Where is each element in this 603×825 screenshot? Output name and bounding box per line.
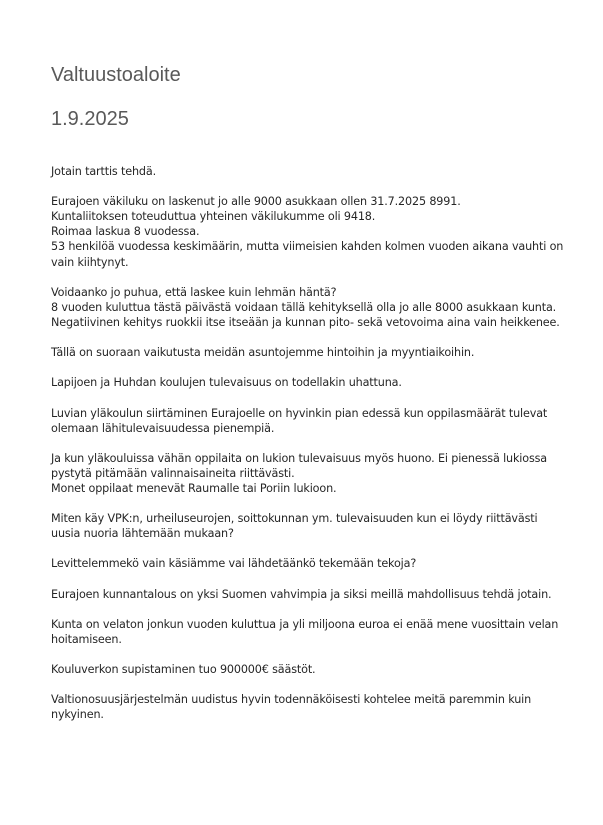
- paragraph: [51, 375, 571, 390]
- text-line: Roimaa laskua 8 vuodessa.: [51, 225, 200, 239]
- text-line: Jotain tarttis tehdä.: [51, 165, 156, 178]
- text-line: Luvian yläkoulun siirtäminen Eurajoelle on hyvinkin pian edessä kun oppilasmäärät tulevat: [51, 406, 548, 420]
- text-line: Kuntaliitoksen toteuduttua yhteinen väkilukumme oli 9418.: [51, 210, 376, 224]
- document-date: 1.9.2025: [51, 108, 129, 130]
- text-line: Valtionosuusjärjestelmän uudistus hyvin todennäköisesti kohtelee meitä paremmin kuin: [51, 693, 532, 707]
- text-line: Tällä on suoraan vaikutusta meidän asuntojemme hintoihin ja myyntiaikoihin.: [51, 346, 475, 360]
- text-line: Voidaanko jo puhua, että laskee kuin lehmän häntä?: [51, 285, 337, 299]
- text-line: pystytä pitämään valinnaisaineita riittävästi.: [51, 466, 295, 480]
- paragraph: [51, 164, 571, 179]
- paragraph: [51, 662, 571, 677]
- text-line: olemaan lähitulevaisuudessa pienempiä.: [51, 421, 275, 435]
- text-line: 8 vuoden kuluttua tästä päivästä voidaan tällä kehityksellä olla jo alle 8000 asukkaan kunta.: [51, 300, 557, 314]
- paragraph: [51, 406, 571, 436]
- document-body: [51, 164, 571, 738]
- text-line: Kouluverkon supistaminen tuo 900000€ säästöt.: [51, 663, 316, 677]
- text-line: Kunta on velaton jonkun vuoden kuluttua ja yli miljoona euroa ei enää mene vuosittain velan: [51, 617, 559, 631]
- text-line: Negatiivinen kehitys ruokkii itse itseään ja kunnan pito- sekä vetovoima aina vain heikkenee.: [51, 315, 560, 329]
- text-line: Lapijoen ja Huhdan koulujen tulevaisuus on todellakin uhattuna.: [51, 376, 402, 390]
- text-line: Ja kun yläkouluissa vähän oppilaita on lukion tulevaisuus myös huono. Ei pienessä lukiossa: [51, 451, 548, 465]
- text-line: Miten käy VPK:n, urheiluseurojen, soittokunnan ym. tulevaisuuden kun ei löydy riittävästi: [51, 512, 538, 526]
- text-line: Levittelemmekö vain käsiämme vai lähdetäänkö tekemään tekoja?: [51, 557, 417, 571]
- text-line: uusia nuoria lähtemään mukaan?: [51, 527, 234, 541]
- text-line: nykyinen.: [51, 708, 104, 722]
- text-line: Eurajoen kunnantalous on yksi Suomen vahvimpia ja siksi meillä mahdollisuus tehdä jotain.: [51, 587, 552, 601]
- paragraph: [51, 451, 571, 496]
- paragraph: [51, 285, 571, 330]
- text-line: Eurajoen väkiluku on laskenut jo alle 9000 asukkaan ollen 31.7.2025 8991.: [51, 195, 461, 209]
- paragraph: [51, 511, 571, 541]
- text-line: Monet oppilaat menevät Raumalle tai Poriin lukioon.: [51, 481, 337, 495]
- paragraph: [51, 692, 571, 722]
- paragraph: [51, 194, 571, 269]
- text-line: 53 henkilöä vuodessa keskimäärin, mutta viimeisien kahden kolmen vuoden aikana vauhti on: [51, 240, 564, 254]
- paragraph: [51, 556, 571, 571]
- document-title: Valtuustoaloite: [51, 64, 181, 86]
- paragraph: [51, 617, 571, 647]
- paragraph: [51, 587, 571, 602]
- paragraph: [51, 345, 571, 360]
- text-line: vain kiihtynyt.: [51, 255, 129, 269]
- text-line: hoitamiseen.: [51, 632, 122, 646]
